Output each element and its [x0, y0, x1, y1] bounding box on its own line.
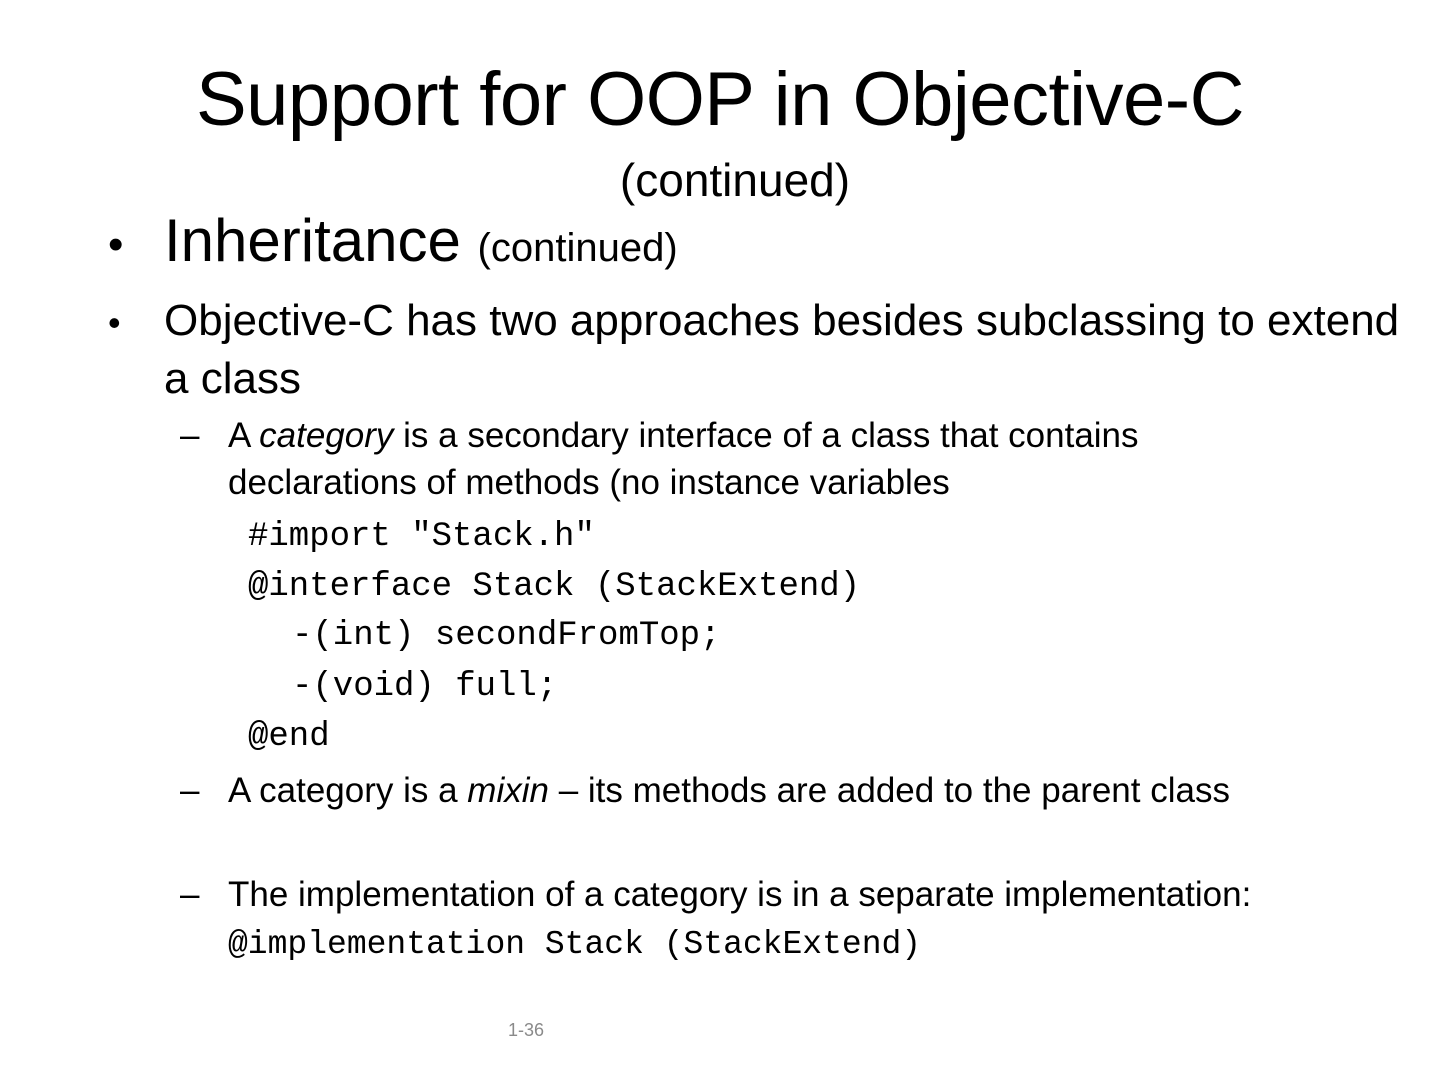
bullet-dot-icon: • [108, 302, 121, 343]
bullet-note: (continued) [477, 226, 678, 270]
page-number: 1-36 [508, 1020, 545, 1040]
bullet-main-text: Inheritance [164, 207, 461, 274]
bullet-text: Objective-C has two approaches besides subclassing to extend a class [164, 296, 1400, 403]
subbullet-prefix: The implementation of a category is in a separate implementation: [228, 875, 1252, 914]
code-line-method-1: -(int) secondFromTop; [292, 617, 721, 655]
dash-icon: – [180, 771, 200, 810]
slide-subtitle: (continued) [619, 154, 851, 206]
code-line-interface: @interface Stack (StackExtend) [248, 568, 861, 606]
bullet-dot-icon: • [108, 220, 124, 269]
subbullet-prefix: A [228, 416, 250, 455]
code-line-import: #import "Stack.h" [248, 518, 595, 556]
bullet-text [164, 206, 678, 283]
subbullet-rest: is a secondary interface of a class that contains declarations of methods (no instance variables [228, 416, 1139, 502]
subbullet-term: category [259, 416, 394, 455]
code-line-method-2: -(void) full; [292, 668, 558, 706]
subbullet-rest: – its methods are added to the parent class [548, 771, 1230, 810]
subbullet-text [228, 767, 1328, 814]
subbullet-code: @implementation Stack (StackExtend) [228, 926, 922, 963]
dash-icon: – [180, 875, 200, 914]
subbullet-text [228, 871, 1328, 968]
subbullet-text [228, 412, 1328, 506]
slide-title: Support for OOP in Objective-C [195, 57, 1245, 142]
subbullet-term: mixin [467, 771, 549, 810]
code-line-end: @end [248, 718, 330, 756]
subbullet-prefix: A category is a [228, 771, 468, 810]
dash-icon: – [180, 416, 200, 455]
